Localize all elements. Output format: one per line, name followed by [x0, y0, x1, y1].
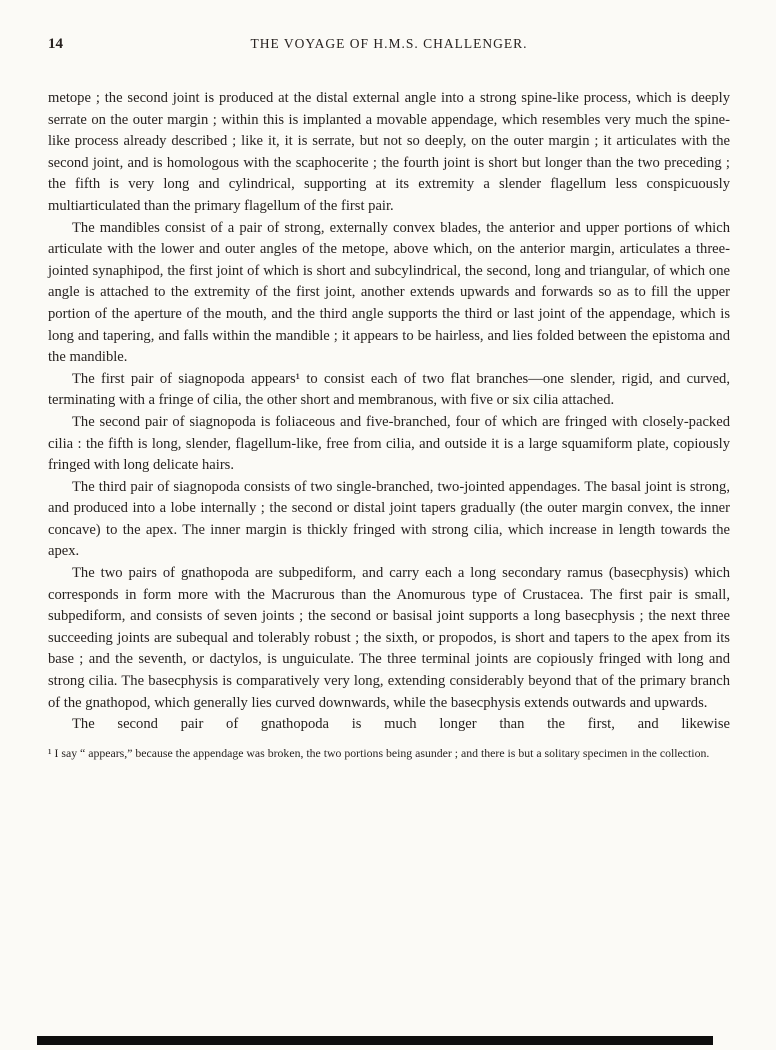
page-number: 14 [48, 36, 63, 52]
running-title: THE VOYAGE OF H.M.S. CHALLENGER. [250, 36, 528, 51]
paragraph: The mandibles consist of a pair of strong, externally convex blades, the anterior and upper portions of which articulate with the lower and outer angles of the metope, above which, on the anterior margin, articulates a three-jointed synaphipod, the first joint of which is short and subcylindrical, the second, long and triangular, of which one angle is attached to the extremity of the first joint, another extends upwards and forwards so as to fill the upper portion of the aperture of the mouth, and the third angle supports the third or last joint of the appendage, which is long and tapering, and falls within the mandible ; it appears to be hairless, and lies folded between the epistoma and the mandible. [48, 219, 730, 366]
paragraph: The first pair of siagnopoda appears¹ to consist each of two flat branches—one slender, rigid, and curved, terminating with a fringe of cilia, the other short and membranous, with five or six cilia attached. [48, 370, 730, 409]
footnote: ¹ I say “ appears,” because the appendage was broken, the two portions being asunder ; and there is but a solitary specimen in the collection. [48, 745, 710, 760]
paragraph: The two pairs of gnathopoda are subpediform, and carry each a long secondary ramus (basecphysis) which corresponds in form more with the Macrurous than the Anomurous type of Crustacea. The first pair is small, subpediform, and consists of seven joints ; the second or basisal joint supports a long basecphysis ; the next three succeeding joints are subequal and tolerably robust ; the sixth, or propodos, is short and tapers to the apex from its base ; and the seventh, or dactylos, is unguiculate. The three terminal joints are copiously fringed with long and strong cilia. The basecphysis is comparatively very long, extending considerably beyond that of the primary branch of the gnathopod, which generally lies curved downwards, while the basecphysis extends outwards and upwards. [48, 565, 730, 711]
scan-edge-artifact [37, 1036, 713, 1045]
paragraph: The second pair of siagnopoda is foliaceous and five-branched, four of which are fringed with closely-packed cilia : the fifth is long, slender, flagellum-like, free from cilia, and outside it is a large squamiform plate, copiously fringed with long delicate hairs. [48, 413, 730, 474]
paragraph: The third pair of siagnopoda consists of two single-branched, two-jointed appendages. The basal joint is strong, and produced into a lobe internally ; the second or distal joint tapers gradually (the outer margin convex, the inner concave) to the apex. The inner margin is thickly fringed with strong cilia, which increase in length towards the apex. [48, 478, 730, 560]
paragraph: The second pair of gnathopoda is much longer than the first, and likewise [72, 716, 730, 733]
body-text [48, 88, 730, 736]
paragraph: metope ; the second joint is produced at the distal external angle into a strong spine-like process, which is deeply serrate on the outer margin ; within this is implanted a movable appendage, which resembles very much the spine-like process already described ; like it, it is serrate, but not so deeply, on the outer margin ; it articulates with the second joint, and is homologous with the scaphocerite ; the fourth joint is short but longer than the two preceding ; the fifth is very long and cylindrical, supporting at its extremity a slender flagellum less conspicuously multiarticulated than the primary flagellum of the first pair. [48, 90, 730, 214]
running-head [48, 36, 730, 58]
